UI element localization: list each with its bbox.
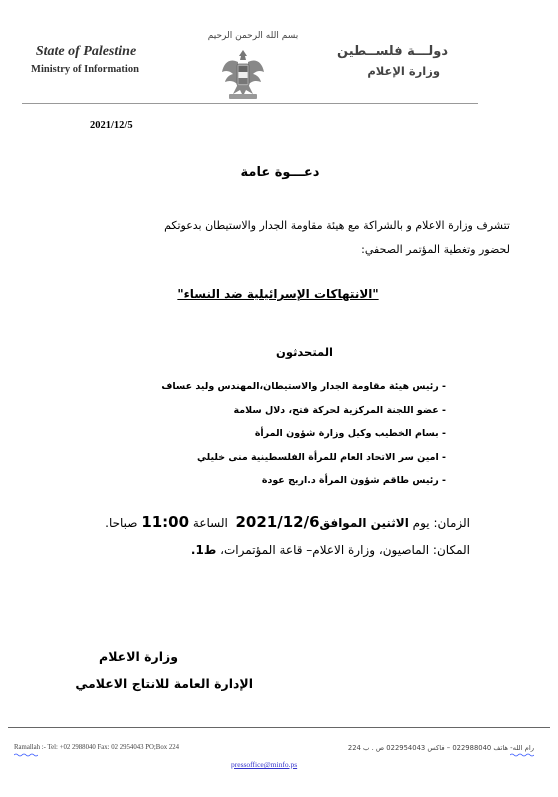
spellcheck-squiggle [14,753,38,757]
ministry-name-ar: وزارة الإعلام [367,64,440,78]
place-hall: ط1. [190,543,217,557]
list-item: - رئيس هيئة مقاومة الجدار والاستيطان،المهندس وليد عساف [161,381,446,392]
basmala: بسم الله الرحمن الرحيم [207,31,299,41]
header-divider [22,103,478,104]
time-day: الاثنين الموافق [319,516,409,530]
palestine-eagle-emblem-icon [220,44,266,102]
time-suffix: صباحا. [105,516,138,530]
time-date: 2021/12/6 [235,513,320,531]
list-item: - بسام الخطيب وكيل وزارة شؤون المرأة [254,428,446,439]
list-item: - امين سر الاتحاد العام للمرأة الفلسطينية منى خليلي [196,451,446,463]
event-time [105,513,470,531]
time-hour-label: الساعة [192,516,228,530]
footer-divider [8,727,550,728]
spellcheck-squiggle [510,753,534,757]
state-name-ar: دولـــة فلســطين [337,44,448,59]
signature-department: الإدارة العامة للانتاج الاعلامي [75,676,253,691]
footer-contact-en: Ramallah :- Tel: +02 2988040 Fax: 02 2954043 PO;Box 224 [14,744,180,751]
list-item: - عضو اللجنة المركزية لحركة فتح، دلال سلامة [233,404,446,416]
signature-ministry: وزارة الاعلام [99,649,178,664]
place-text: المكان: الماصيون، وزارة الاعلام– قاعة المؤتمرات، [220,543,470,557]
event-place [191,543,470,557]
state-name-en: State of Palestine [35,44,137,59]
footer-email-link[interactable]: pressoffice@minfo.ps [231,760,298,769]
speakers-heading: المتحدثون [276,345,333,359]
ministry-name-en: Ministry of Information [31,64,139,75]
conference-topic: "الانتهاكات الإسرائيلية ضد النساء" [177,287,379,301]
paragraph-line-1: تتشرف وزارة الاعلام و بالشراكة مع هيئة مقاومة الجدار والاستيطان بدعوتكم [164,219,510,232]
letter-date: 2021/12/5 [90,120,133,131]
footer-contact-ar: رام الله- هاتف 022988040 – فاكس 022954043 ص . ب 224 [347,744,534,752]
paragraph-line-2: لحضور وتغطية المؤتمر الصحفي: [361,243,510,256]
time-label: الزمان: يوم [412,516,470,530]
list-item: - رئيس طاقم شؤون المرأة د.اريج عودة [261,475,446,486]
invitation-heading: دعـــوة عامة [240,165,320,180]
invitation-paragraph [70,214,510,262]
time-hour: 11:00 [141,513,190,531]
speakers-list [86,375,446,493]
